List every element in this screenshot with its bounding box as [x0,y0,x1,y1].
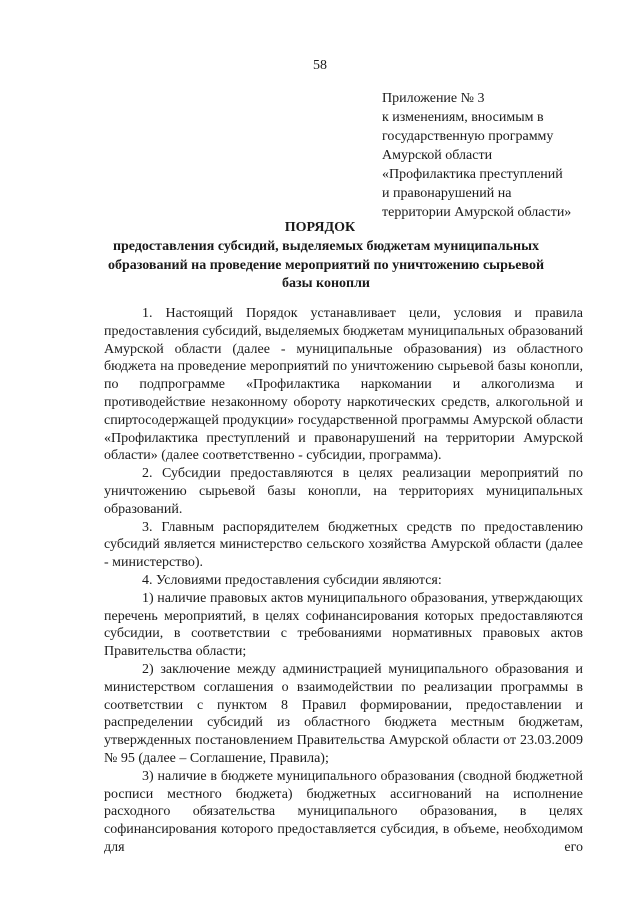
paragraph-1: 1. Настоящий Порядок устанавливает цели, условия и правила предоставления субсидий, выделяемых бюджетам муниципальных образований Амурской области (далее - муниципальные образования) из областного бюджета на проведение мероприятий по уничтожению сырьевой базы конопли, по подпрограмме «Профилактика наркомании и алкоголизма и противодействие незаконному обороту наркотических средств, алкогольной и спиртосодержащей продукции» государственной программы Амурской области «Профилактика преступлений и правонарушений на территории Амурской области» (далее соответственно - субсидии, программа). [104,306,583,464]
paragraph-2: 2. Субсидии предоставляются в целях реализации мероприятий по уничтожению сырьевой базы конопли, на территориях муниципальных образований. [104,466,583,517]
paragraph-4-1: 1) наличие правовых актов муниципального образования, утверждающих перечень мероприятий, в целях софинансирования которых предоставляются субсидии, в соответствии с требованиями нормативных правовых актов Правительства области; [104,590,583,660]
appendix-header [382,89,571,222]
appendix-line: территории Амурской области» [382,205,572,220]
paragraph-4-3: 3) наличие в бюджете муниципального образования (сводной бюджетной росписи местного бюджета) бюджетных ассигнований на исполнение расходного обязательства муниципального образования, в целях софинансирования которого предоставляется субсидия, в объеме, необходимом для его [104,768,583,855]
appendix-line: Амурской области [382,148,493,163]
document-subtitle: предоставления субсидий, выделяемых бюджетам муниципальных образований на проведение мероприятий по уничтожению сырьевой базы конопли [107,239,545,291]
appendix-line: «Профилактика преступлений [382,167,563,182]
appendix-line: к изменениям, вносимым в [382,110,544,125]
document-body [104,305,583,857]
appendix-line: и правонарушений на [382,186,512,201]
page-number: 58 [313,58,327,73]
appendix-line: государственную программу [382,129,554,144]
paragraph-4-2: 2) заключение между администрацией муниципального образования и министерством соглашения о взаимодействии по реализации программы в соответствии с пунктом 8 Правил формировании, предоставлении и распределении субсидий из областного бюджета местным бюджетам, утвержденных постановлением Правительства Амурской области от 23.03.2009 № 95 (далее – Соглашение, Правила); [104,661,583,766]
document-title: ПОРЯДОК [284,220,356,235]
paragraph-3: 3. Главным распорядителем бюджетных средств по предоставлению субсидий является министерство сельского хозяйства Амурской области (далее - министерство). [104,519,583,571]
appendix-line: Приложение № 3 [382,91,485,106]
paragraph-4: 4. Условиями предоставления субсидии являются: [142,572,442,588]
